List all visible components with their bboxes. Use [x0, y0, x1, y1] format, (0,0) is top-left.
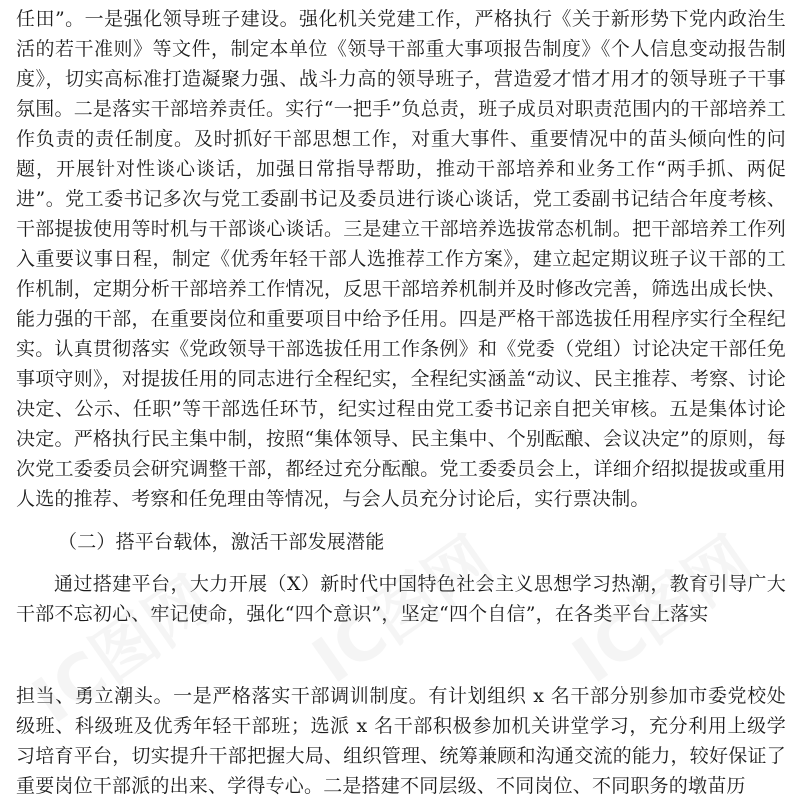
watermark-logo: IC图网 — [300, 523, 506, 699]
watermark-logo: IC图网 — [560, 523, 766, 699]
body-paragraph-1: 任田”。一是强化领导班子建设。强化机关党建工作，严格执行《关于新形势下党内政治生活的若干准则》等文件，制定本单位《领导干部重大事项报告制度》《个人信息变动报告制度》，切实高标准打造凝聚力强、战斗力高的领导班子，营造爱才惜才用才的领导班子干事氛围。二是落实干部培养责任。实行“一把手”负总责，班子成员对职责范围内的干部培养工作负责的责任制度。及时抓好干部思想工作，对重大事件、重要情况中的苗头倾向性的问题，开展针对性谈心谈话，加强日常指导帮助，推动干部培养和业务工作“两手抓、两促进”。党工委书记多次与党工委副书记及委员进行谈心谈话，党工委副书记结合年度考核、干部提拔使用等时机与干部谈心谈话。三是建立干部培养选拔常态机制。把干部培养工作列入重要议事日程，制定《优秀年轻干部人选推荐工作方案》，建立起定期议班子议干部的工作机制，定期分析干部培养工作情况，反思干部培养机制并及时修改完善，筛选出成长快、能力强的干部，在重要岗位和重要项目中给予任用。四是严格干部选拔任用程序实行全程纪实。认真贯彻落实《党政领导干部选拔任用工作条例》和《党委（党组）讨论决定干部任免事项守则》，对提拔任用的同志进行全程纪实，全程纪实涵盖“动议、民主推荐、考察、讨论决定、公示、任职”等干部选任环节，纪实过程由党工委书记亲自把关审核。五是集体讨论决定。严格执行民主集中制，按照“集体领导、民主集中、个别酝酿、会议决定”的原则，每次党工委委员会研究调整干部，都经过充分酝酿。党工委委员会上，详细介绍拟提拔或重用人选的推荐、考察和任免理由等情况，与会人员充分讨论后，实行票决制。 — [16, 8, 786, 510]
body-paragraph-3: 担当、勇立潮头。一是严格落实干部调训制度。有计划组织 x 名干部分别参加市委党校处级班、科级班及优秀年轻干部班；选派 x 名干部积极参加机关讲堂学习，充分利用上级学习培育平台，切实提升干部把握大局、组织管理、统筹兼顾和沟通交流的能力，较好保证了重要岗位干部派的出来、学得专心。二是搭建不同层级、不同岗位、不同职务的墩苗历 — [16, 685, 786, 797]
section-heading: （二）搭平台载体，激活干部发展潜能 — [58, 531, 385, 553]
watermark-logo: IC图网 — [20, 563, 226, 739]
body-paragraph-2: 通过搭建平台，大力开展（X）新时代中国特色社会主义思想学习热潮，教育引导广大干部不忘初心、牢记使命，强化“四个意识”，坚定“四个自信”，在各类平台上落实 — [16, 573, 786, 625]
